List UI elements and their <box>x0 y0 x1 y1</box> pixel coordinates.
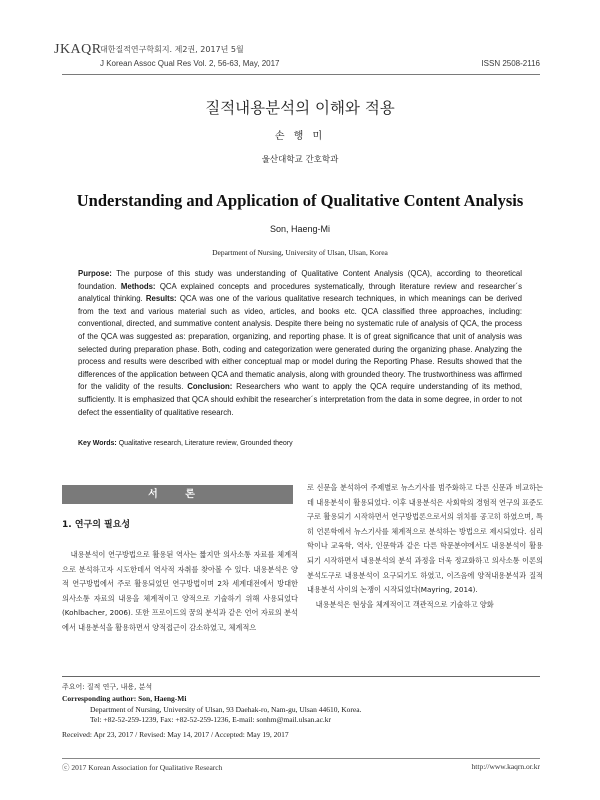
author-address: Department of Nursing, University of Ulsan, 93 Daehak-ro, Nam-gu, Ulsan 44610, Korea. <box>90 705 362 714</box>
body-column-left <box>62 548 298 636</box>
keywords <box>78 440 522 447</box>
journal-citation-english: J Korean Assoc Qual Res Vol. 2, 56-63, May, 2017 <box>100 59 280 68</box>
body-paragraph: 내용분석이 연구방법으로 활용된 역사는 짧지만 의사소통 자료를 체계적으로 분석하고자 시도한데서 역사적 자취를 찾아볼 수 있다. 내용분석은 양적 연구방법에서 주로 활용되었던 연구방법이며 2차 세계대전에서 방대한 의사소통 자료의 내용을 체계적이고 양적으로 기술하기 위해 사용되었다(Kohlbacher, 2006). 또한 프로이드의 꿈의 분석과 같은 언어 자료의 분석에서 내용분석을 활용하면서 양적접근이 감소하였고, 체계적으 <box>62 550 298 632</box>
affiliation-english: Department of Nursing, University of Ulsan, Ulsan, Korea <box>212 248 388 257</box>
author-korean: 손 행 미 <box>274 131 326 142</box>
methods-label: Methods: <box>120 281 156 291</box>
purpose-text: The purpose of this study was understanding of Qualitative Content Analysis (QCA), according to theoretical foundation. <box>78 269 522 291</box>
footnote-divider <box>62 676 540 677</box>
copyright: ⓒ 2017 Korean Association for Qualitative Research <box>62 763 223 772</box>
affiliation-korean: 울산대학교 간호학과 <box>261 155 339 165</box>
author-contact: Tel: +82-52-259-1239, Fax: +82-52-259-1236, E-mail: sonhm@mail.ulsan.ac.kr <box>90 715 332 724</box>
section-heading-introduction: 서 론 <box>62 485 293 504</box>
abstract <box>78 268 522 419</box>
running-header <box>54 42 540 72</box>
subsection-heading: 1. 연구의 필요성 <box>62 520 131 530</box>
methods-text: QCA explained concepts and procedures systematically, through literature review and researcher´s analytical thinking. <box>78 281 522 304</box>
title-english: Understanding and Application of Qualitative Content Analysis <box>76 191 524 210</box>
body-paragraph: 로 신문을 분석하여 주제별로 뉴스기사를 범주화하고 다른 신문과 비교하는데 내용분석이 활용되었다. 이후 내용분석은 사회학의 경험적 연구의 표준도구로 활용되기 시작하면서 연구방법론으로서의 위치를 공고히 하였으며, 특히 언론학에서 뉴스기사를 체계적으로 분석하는 방법으로 제시되었다. 심리학이나 교육학, 역사, 인문학과 같은 다른 학문분야에서도 내용분석이 활용되기 시작하면서 내용분석의 분석 과정을 더욱 정교화하고 의사소통 이론의 분석도구로 내용분석이 요구되기도 하였고, 이즈음에 양적내용분석과 질적내용분석 사이의 논쟁이 시작되었다(Mayring, 2014). <box>307 483 543 595</box>
body-paragraph: 내용분석은 현상을 체계적이고 객관적으로 기술하고 양화 <box>315 599 494 609</box>
author-english: Son, Haeng-Mi <box>269 224 331 234</box>
footer-divider <box>62 758 540 759</box>
journal-citation-korean: 대한질적연구학회지. 제2권, 2017년 5월 <box>100 45 244 54</box>
body-column-right <box>307 481 543 612</box>
title-korean: 질적내용분석의 이해와 적용 <box>205 99 395 117</box>
results-text: QCA was one of the various qualitative research techniques, in which meanings can be derived from the text and various material such as video, articles, and books etc. QCA classified three approaches, including: conventional, directed, and summative content analysis. Despite there being no systematic rule of analysis of QCA, the process of the QCA was suggested as: preparation, organizing, and reporting phase. It is of great significance that unit of analysis was selected during preparation phase. Both, coding and categorization were generated during the organizing phase. Analyzing the process and results were described with either conceptual map or model during the Reporting Phase. Results showed that the differences of the application between QCA and thematic analysis, along with grounded theory. The trustworthiness was affirmed for the validity of the results. <box>78 294 522 392</box>
corresponding-author: Corresponding author: Son, Haeng-Mi <box>62 694 187 703</box>
issn: ISSN 2508-2116 <box>481 59 540 68</box>
submission-dates: Received: Apr 23, 2017 / Revised: May 14, 2017 / Accepted: May 19, 2017 <box>62 730 289 739</box>
journal-url-link[interactable]: http://www.kaqrn.or.kr <box>471 762 540 771</box>
keywords-label: Key Words: <box>78 440 117 447</box>
footnote-keywords: 주요어: 질적 연구, 내용, 분석 <box>62 683 153 691</box>
header-divider <box>62 74 540 75</box>
journal-logo: JKAQR <box>54 42 102 57</box>
conclusion-text: Researchers who want to apply the QCA require understanding of its method, sufficiently. It is emphasized that QCA should exhibit the researcher´s interpretation from the data in some degree, in order to not defect the essentiality of qualitative research. <box>78 382 522 417</box>
results-label: Results: <box>145 294 177 304</box>
conclusion-label: Conclusion: <box>187 382 233 392</box>
purpose-label: Purpose: <box>78 269 112 278</box>
keywords-text: Qualitative research, Literature review, Grounded theory <box>116 440 293 447</box>
